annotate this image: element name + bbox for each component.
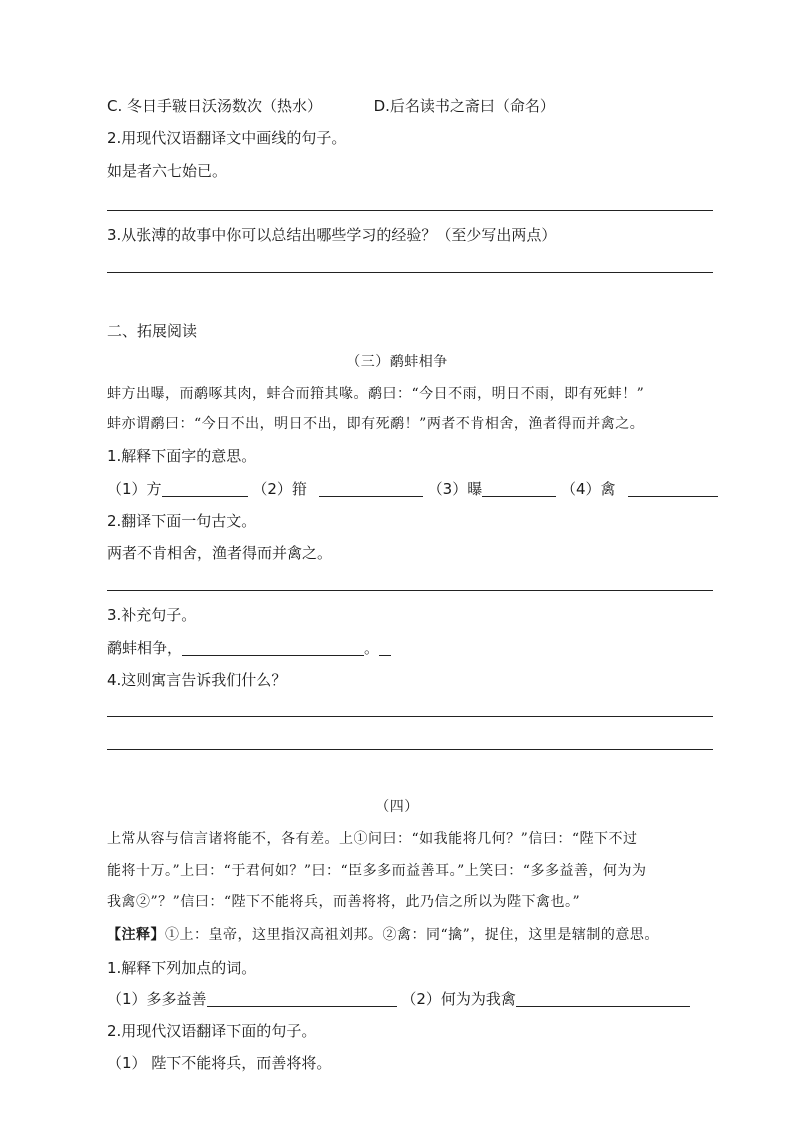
passage-4-title: （四） <box>375 799 419 815</box>
answer-line[interactable] <box>107 272 713 273</box>
answer-line[interactable] <box>107 590 713 591</box>
blank-field <box>379 639 391 656</box>
dotted-word-row <box>107 989 690 1009</box>
sentence-suffix: 。 <box>364 639 380 657</box>
passage-4-question-2: 2.用现代汉语翻译下面的句子。 <box>107 1022 317 1040</box>
definition-item: （2）箝 <box>252 480 307 498</box>
question-2-sentence: 如是者六七始已。 <box>107 162 228 180</box>
section-heading: 二、拓展阅读 <box>107 322 198 340</box>
question-3: 3.从张溥的故事中你可以总结出哪些学习的经验？（至少写出两点） <box>107 226 557 244</box>
note-label: 【注释】 <box>107 927 165 943</box>
blank-field[interactable] <box>207 990 397 1007</box>
definition-item: （3）曝 <box>427 480 483 498</box>
blank-field[interactable] <box>162 480 248 497</box>
dotted-word-item: （2）何为为我禽 <box>401 990 516 1008</box>
passage-3-question-2-sentence: 两者不肯相舍，渔者得而并禽之。 <box>107 544 333 562</box>
passage-3-question-2: 2.翻译下面一句古文。 <box>107 512 257 530</box>
option-d: D.后名读书之斋曰（命名） <box>373 97 555 115</box>
blank-field[interactable] <box>482 480 556 497</box>
fill-in-sentence <box>107 638 391 658</box>
passage-3-question-4: 4.这则寓言告诉我们什么？ <box>107 671 287 689</box>
definition-item: （4）禽 <box>560 480 616 498</box>
annotation-note <box>107 925 659 945</box>
passage-4-question-1: 1.解释下列加点的词。 <box>107 959 257 977</box>
sentence-prefix: 鹬蚌相争， <box>107 639 183 657</box>
word-definition-row <box>107 479 718 499</box>
passage-3-text-line: 蚌亦谓鹬曰：“今日不出，明日不出，即有死鹬！”两者不肯相舍，渔者得而并禽之。 <box>107 416 645 432</box>
passage-3-title: （三）鹬蚌相争 <box>346 354 448 370</box>
passage-4-text-line: 上常从容与信言诸将能不，各有差。上①问曰：“如我能将几何？”信曰：“陛下不过 <box>107 831 638 847</box>
question-2: 2.用现代汉语翻译文中画线的句子。 <box>107 129 347 147</box>
definition-item: （1）方 <box>107 480 162 498</box>
answer-line[interactable] <box>107 716 713 717</box>
passage-4-text-line: 能将十万。”上曰：“于君何如？”曰：“臣多多而益善耳。”上笑曰：“多多益善，何为为 <box>107 863 647 879</box>
dotted-word-item: （1）多多益善 <box>107 990 207 1008</box>
note-text: ①上：皇帝，这里指汉高祖刘邦。②禽：同“擒”，捉住，这里是辖制的意思。 <box>165 927 659 943</box>
passage-4-text-line: 我禽②”？”信曰：“陛下不能将兵，而善将将，此乃信之所以为陛下禽也。” <box>107 894 581 910</box>
option-row <box>107 96 555 116</box>
blank-field[interactable] <box>516 990 690 1007</box>
blank-field[interactable] <box>182 639 364 656</box>
passage-3-text-line: 蚌方出曝，而鹬啄其肉，蚌合而箝其喙。鹬曰：“今日不雨，明日不雨，即有死蚌！” <box>107 386 645 402</box>
option-c: C. 冬日手皲日沃汤数次（热水） <box>107 97 323 115</box>
blank-field[interactable] <box>628 480 718 497</box>
answer-line[interactable] <box>107 749 713 750</box>
passage-4-question-2-item: （1） 陛下不能将兵，而善将将。 <box>107 1054 332 1072</box>
blank-field[interactable] <box>319 480 423 497</box>
answer-line[interactable] <box>107 210 713 211</box>
passage-3-question-1: 1.解释下面字的意思。 <box>107 447 257 465</box>
passage-3-question-3: 3.补充句子。 <box>107 606 197 624</box>
